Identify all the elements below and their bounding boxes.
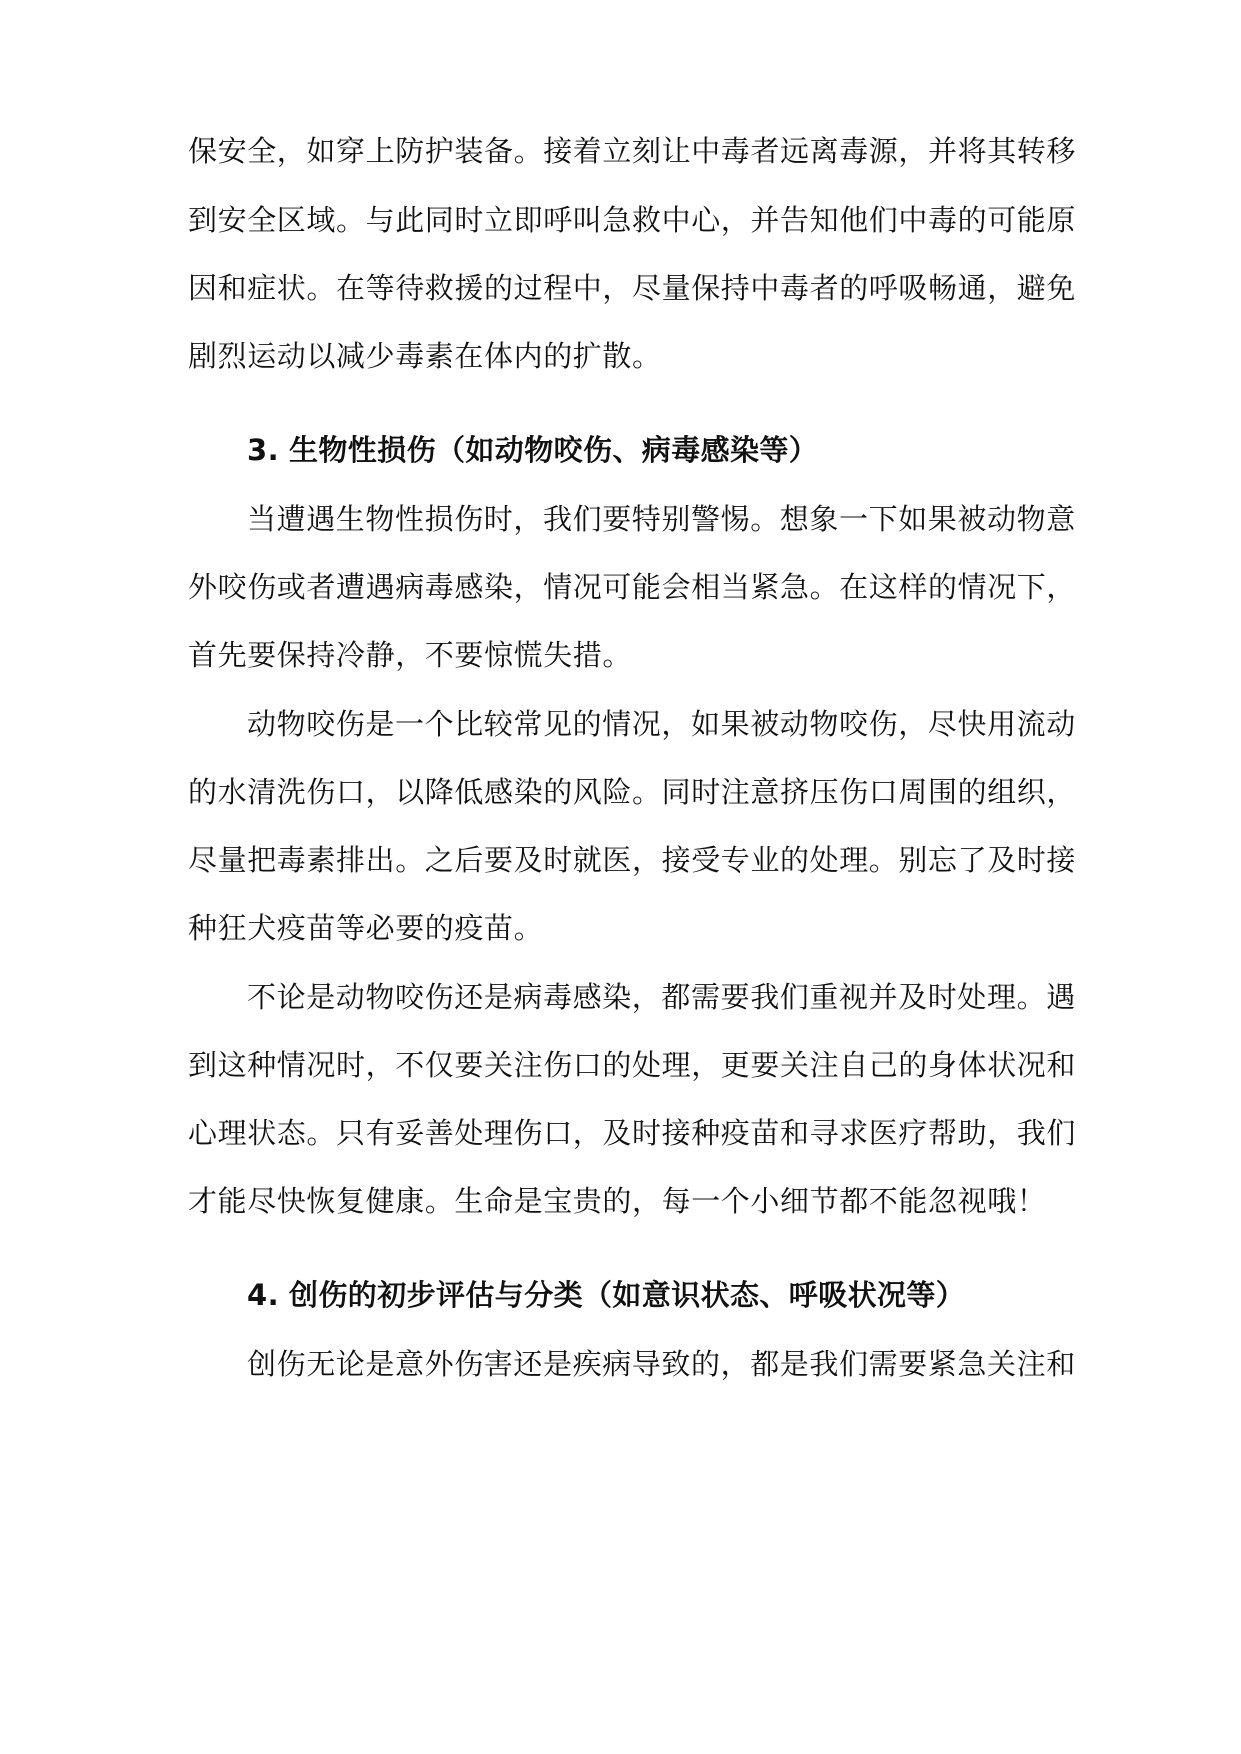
section-number: 4. — [247, 1278, 279, 1312]
paragraph-line: 因和症状。在等待救援的过程中，尽量保持中毒者的呼吸畅通，避免 — [188, 271, 1077, 305]
paragraph-line: 不论是动物咬伤还是病毒感染，都需要我们重视并及时处理。遇 — [247, 980, 1076, 1014]
section-title: 创伤的初步评估与分类（如意识状态、呼吸状况等） — [289, 1278, 966, 1312]
paragraph-line: 到这种情况时，不仅要关注伤口的处理，更要关注自己的身体状况和 — [188, 1048, 1077, 1082]
paragraph-line: 心理状态。只有妥善处理伤口，及时接种疫苗和寻求医疗帮助，我们 — [188, 1116, 1077, 1150]
paragraph-line: 剧烈运动以减少毒素在体内的扩散。 — [188, 339, 662, 373]
paragraph-line: 保安全，如穿上防护装备。接着立刻让中毒者远离毒源，并将其转移 — [188, 134, 1077, 168]
paragraph-line: 当遭遇生物性损伤时，我们要特别警惕。想象一下如果被动物意 — [247, 502, 1076, 536]
paragraph-line: 创伤无论是意外伤害还是疾病导致的，都是我们需要紧急关注和 — [247, 1347, 1076, 1381]
paragraph-line: 动物咬伤是一个比较常见的情况，如果被动物咬伤，尽快用流动 — [247, 707, 1076, 741]
paragraph-line: 首先要保持冷静，不要惊慌失措。 — [188, 638, 633, 672]
paragraph-line: 的水清洗伤口，以降低感染的风险。同时注意挤压伤口周围的组织， — [188, 775, 1077, 809]
section-heading — [247, 1275, 965, 1315]
paragraph-line: 到安全区域。与此同时立即呼叫急救中心，并告知他们中毒的可能原 — [188, 203, 1077, 237]
section-title: 生物性损伤（如动物咬伤、病毒感染等） — [289, 433, 819, 467]
paragraph-line: 尽量把毒素排出。之后要及时就医，接受专业的处理。别忘了及时接 — [188, 843, 1077, 877]
paragraph-line: 外咬伤或者遭遇病毒感染，情况可能会相当紧急。在这样的情况下， — [188, 570, 1077, 604]
section-number: 3. — [247, 433, 279, 467]
paragraph-line: 才能尽快恢复健康。生命是宝贵的，每一个小细节都不能忽视哦！ — [188, 1184, 1047, 1218]
paragraph-line: 种狂犬疫苗等必要的疫苗。 — [188, 911, 544, 945]
section-heading — [247, 430, 818, 470]
